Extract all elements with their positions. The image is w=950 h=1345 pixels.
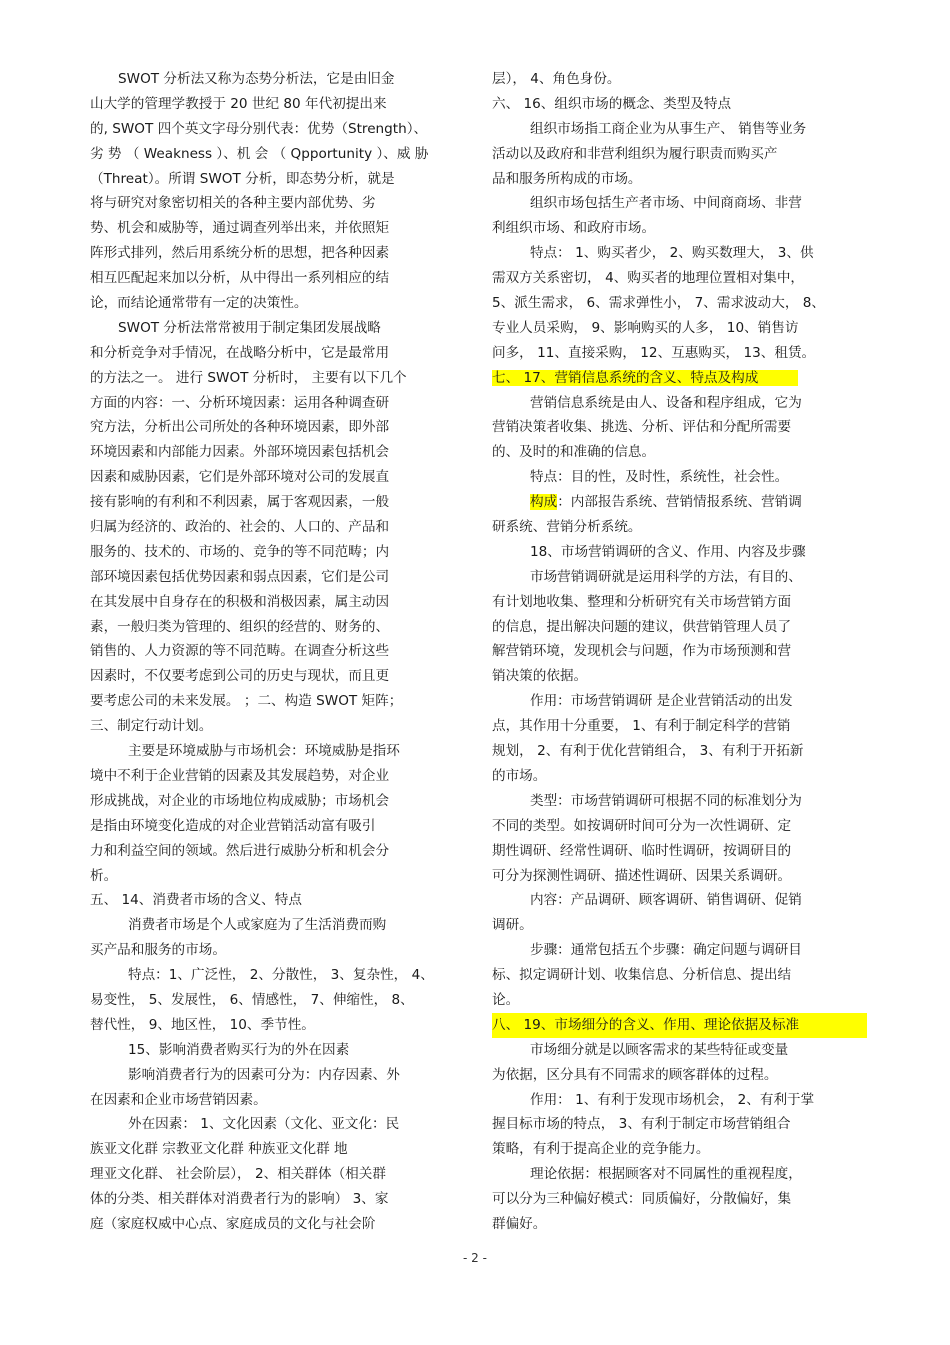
highlight-mark: 七、 17、营销信息系统的含义、特点及构成	[492, 370, 798, 386]
text-line: 族亚文化群 宗教亚文化群 种族亚文化群 地	[90, 1141, 348, 1158]
text-line: 理论依据：根据顾客对不同属性的重视程度，	[530, 1166, 802, 1183]
text-line: 销决策的依据。	[492, 668, 588, 685]
section-heading: 六、 16、组织市场的概念、类型及特点	[492, 95, 732, 112]
text-line: 组织市场包括生产者市场、中间商商场、非营	[530, 195, 802, 212]
text-line: 利组织市场、和政府市场。	[492, 220, 656, 237]
text-line: 要考虑公司的未来发展。 ；二、构造 SWOT 矩阵；	[90, 693, 403, 710]
text-line: 组织市场指工商企业为从事生产、 销售等业务	[530, 120, 807, 137]
text-line: 市场细分就是以顾客需求的某些特征或变量	[530, 1041, 789, 1058]
text-line: 研系统、营销分析系统。	[492, 519, 642, 536]
text-line: 解营销环境，发现机会与问题，作为市场预测和营	[492, 643, 792, 660]
text-line: 调研。	[492, 917, 533, 934]
text-line: 外在因素： 1、文化因素（文化、亚文化：民	[128, 1116, 400, 1133]
text-line: 在因素和企业市场营销因素。	[90, 1091, 267, 1108]
text-line: 服务的、技术的、市场的、竞争的等不同范畴；内	[90, 543, 390, 560]
text-line: 论。	[492, 991, 520, 1008]
text-line: 握目标市场的特点， 3、有利于制定市场营销组合	[492, 1116, 791, 1133]
text-line: 特点：1、广泛性， 2、分散性， 3、复杂性， 4、	[128, 967, 434, 984]
text-line: 特点：目的性，及时性，系统性，社会性。	[530, 469, 789, 486]
text-line	[492, 490, 867, 515]
text-line: 接有影响的有利和不利因素，属于客观因素，一般	[90, 494, 390, 511]
section-heading-highlighted: 八、 19、市场细分的含义、作用、理论依据及标准	[492, 1013, 867, 1038]
text-line: 山大学的管理学教授于 20 世纪 80 年代初提出来	[90, 95, 387, 112]
text-line: 方面的内容：一、分析环境因素：运用各种调查研	[90, 394, 390, 411]
text-line: 和分析竞争对手情况，在战略分析中，它是最常用	[90, 344, 390, 361]
text-line: 标、拟定调研计划、收集信息、分析信息、提出结	[492, 967, 792, 984]
text-line: 力和利益空间的领域。然后进行威胁分析和机会分	[90, 842, 390, 859]
text-line: 问多， 11、直接采购， 12、互惠购买， 13、租赁。	[492, 344, 816, 361]
text-line: 内容：产品调研、顾客调研、销售调研、促销	[530, 892, 802, 909]
text-line: 析。	[90, 867, 118, 884]
section-heading-highlighted	[492, 366, 867, 391]
text-line: 营销决策者收集、挑选、分析、评估和分配所需要	[492, 419, 792, 436]
text-line: 点，其作用十分重要， 1、有利于制定科学的营销	[492, 718, 791, 735]
text-line: 消费者市场是个人或家庭为了生活消费而购	[128, 917, 387, 934]
text-line: 究方法，分析出公司所处的各种环境因素，即外部	[90, 419, 390, 436]
text-line: 的方法之一。 进行 SWOT 分析时， 主要有以下几个	[90, 369, 407, 386]
text-line: 部环境因素包括优势因素和弱点因素，它们是公司	[90, 568, 390, 585]
text-line: 素，一般归类为管理的、组织的经营的、财务的、	[90, 618, 390, 635]
text-line: 形成挑战，对企业的市场地位构成威胁；市场机会	[90, 792, 390, 809]
text-line: 策略，有利于提高企业的竞争能力。	[492, 1141, 710, 1158]
text-line: 三、制定行动计划。	[90, 718, 213, 735]
text-line: 市场营销调研就是运用科学的方法，有目的、	[530, 568, 802, 585]
text-fragment: ：内部报告系统、营销情报系统、营销调	[557, 494, 802, 511]
text-line: 是指由环境变化造成的对企业营销活动富有吸引	[90, 817, 376, 834]
text-line: 步骤：通常包括五个步骤：确定问题与调研目	[530, 942, 802, 959]
section-heading: 15、影响消费者购买行为的外在因素	[128, 1041, 350, 1058]
text-line: 易变性， 5、发展性， 6、情感性， 7、伸缩性， 8、	[90, 991, 414, 1008]
text-line: 影响消费者行为的因素可分为：内存因素、外	[128, 1066, 400, 1083]
text-line: （Threat）。所谓 SWOT 分析，即态势分析，就是	[90, 170, 395, 187]
right-column	[492, 67, 867, 1237]
text-line: 境中不利于企业营销的因素及其发展趋势，对企业	[90, 767, 390, 784]
section-heading: 五、 14、消费者市场的含义、特点	[90, 892, 302, 909]
highlight-mark: 构成	[530, 494, 558, 511]
text-line: 理亚文化群、 社会阶层）， 2、相关群体（相关群	[90, 1166, 386, 1183]
text-line: 环境因素和内部能力因素。外部环境因素包括机会	[90, 444, 390, 461]
text-line: 类型：市场营销调研可根据不同的标准划分为	[530, 792, 802, 809]
text-line: 因素和威胁因素，它们是外部环境对公司的发展直	[90, 469, 390, 486]
text-line: 因素时，不仅要考虑到公司的历史与现状，而且更	[90, 668, 390, 685]
text-line: 5、派生需求， 6、需求弹性小， 7、需求波动大， 8、	[492, 295, 826, 312]
text-line: 将与研究对象密切相关的各种主要内部优势、劣	[90, 195, 376, 212]
section-heading: 18、市场营销调研的含义、作用、内容及步骤	[530, 543, 806, 560]
text-line: 期性调研、经常性调研、临时性调研，按调研目的	[492, 842, 792, 859]
text-line: 特点： 1、购买者少， 2、购买数理大， 3、供	[530, 245, 814, 262]
text-line: 不同的类型。如按调研时间可分为一次性调研、定	[492, 817, 792, 834]
text-line: 替代性， 9、地区性， 10、季节性。	[90, 1016, 315, 1033]
text-line: 销售的、人力资源的等不同范畴。在调查分析这些	[90, 643, 390, 660]
text-line: 的, SWOT 四个英文字母分别代表：优势（Strength）、	[90, 120, 428, 137]
text-line: 体的分类、相关群体对消费者行为的影响） 3、家	[90, 1191, 389, 1208]
text-line: SWOT 分析法又称为态势分析法，它是由旧金	[118, 71, 395, 87]
text-line: 的市场。	[492, 767, 547, 784]
text-line: 归属为经济的、政治的、社会的、人口的、产品和	[90, 519, 390, 536]
text-line: 作用： 1、有利于发现市场机会， 2、有利于掌	[530, 1091, 815, 1108]
text-line: 可分为探测性调研、描述性调研、因果关系调研。	[492, 867, 792, 884]
text-line: 为依据，区分具有不同需求的顾客群体的过程。	[492, 1066, 778, 1083]
text-line: 的、及时的和准确的信息。	[492, 444, 656, 461]
page-number: - 2 -	[463, 1251, 487, 1265]
left-column	[90, 67, 462, 1237]
text-line: 作用：市场营销调研 是企业营销活动的出发	[530, 693, 793, 710]
text-line: SWOT 分析法常常被用于制定集团发展战略	[118, 319, 381, 336]
text-line: 有计划地收集、整理和分析研究有关市场营销方面	[492, 593, 792, 610]
text-line: 论，而结论通常带有一定的决策性。	[90, 295, 308, 312]
text-line: 买产品和服务的市场。	[90, 942, 226, 959]
text-line: 需双方关系密切， 4、购买者的地理位置相对集中，	[492, 270, 805, 287]
text-line: 可以分为三种偏好模式：同质偏好，分散偏好，集	[492, 1191, 792, 1208]
text-line: 专业人员采购， 9、影响购买的人多， 10、销售访	[492, 319, 799, 336]
text-line: 劣 势 （ Weakness ）、机 会 （ Qpportunity ）、威 胁	[90, 145, 429, 162]
text-line: 势、机会和威胁等，通过调查列举出来，并依照矩	[90, 220, 390, 237]
text-line: 层）， 4、角色身份。	[492, 71, 621, 87]
text-line: 群偏好。	[492, 1215, 547, 1232]
text-line: 在其发展中自身存在的积极和消极因素，属主动因	[90, 593, 390, 610]
text-line: 的信息，提出解决问题的建议，供营销管理人员了	[492, 618, 792, 635]
text-line: 品和服务所构成的市场。	[492, 170, 642, 187]
text-line: 庭（家庭权威中心点、家庭成员的文化与社会阶	[90, 1215, 376, 1232]
text-line: 活动以及政府和非营利组织为履行职责而购买产	[492, 145, 778, 162]
text-line: 阵形式排列，然后用系统分析的思想，把各种因素	[90, 245, 390, 262]
text-line: 相互匹配起来加以分析，从中得出一系列相应的结	[90, 270, 390, 287]
text-line: 主要是环境威胁与市场机会：环境威胁是指环	[128, 743, 400, 760]
text-line: 规划， 2、有利于优化营销组合， 3、有利于开拓新	[492, 743, 804, 760]
text-line: 营销信息系统是由人、设备和程序组成，它为	[530, 394, 802, 411]
